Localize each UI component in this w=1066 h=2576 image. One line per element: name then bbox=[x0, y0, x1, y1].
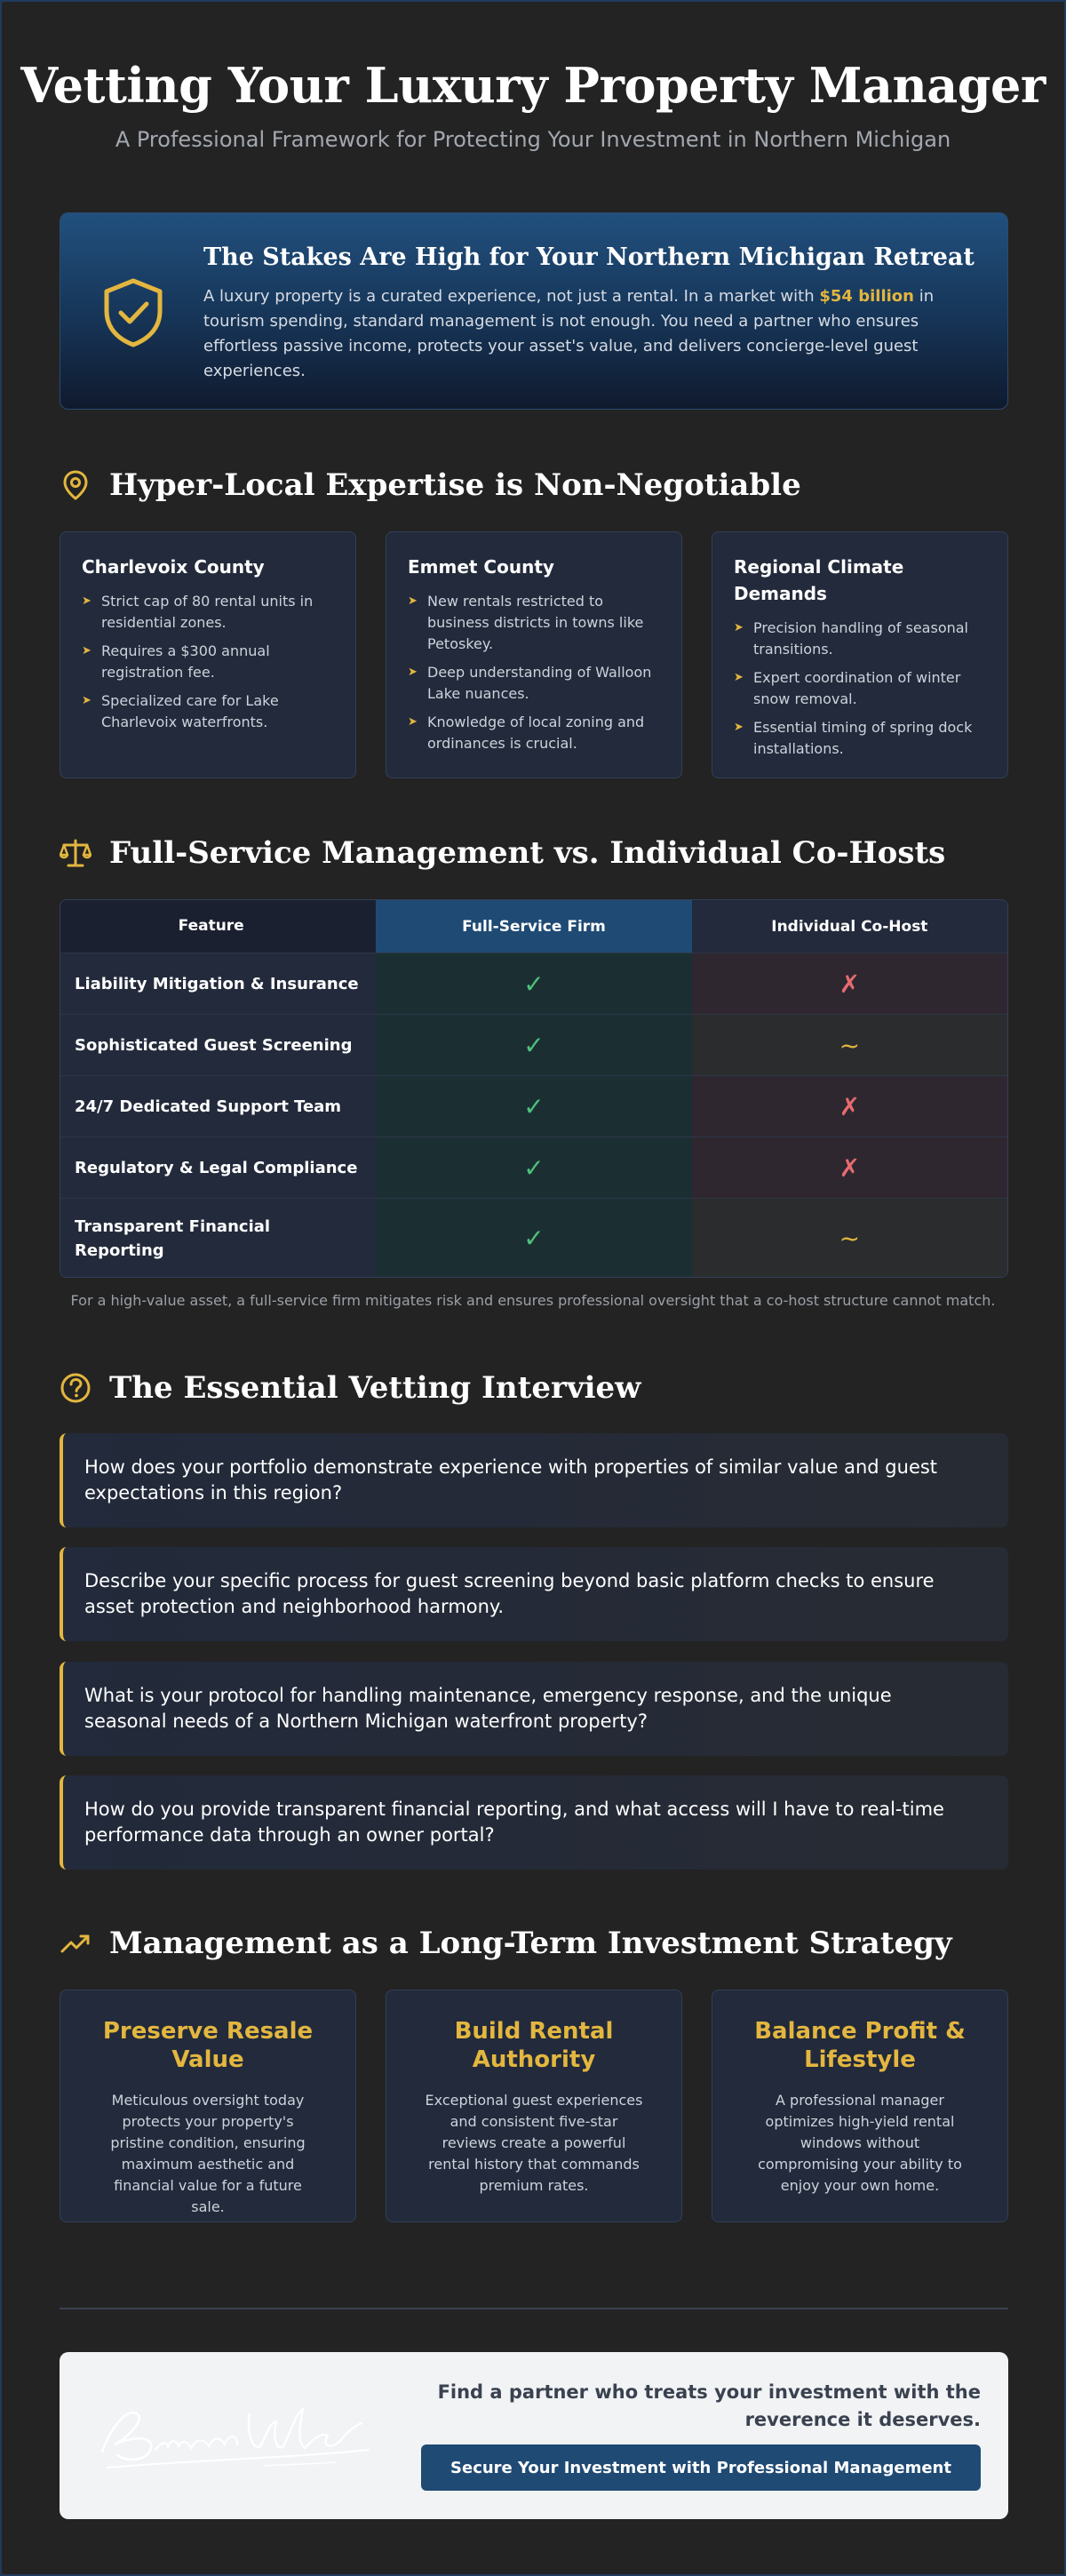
county-card-list bbox=[408, 591, 660, 754]
question-text: Describe your specific process for guest screening beyond basic platform checks to ensure asset protection and neighborhood harmony. bbox=[84, 1570, 935, 1617]
divider bbox=[60, 2308, 1008, 2309]
cross-icon: ✗ bbox=[692, 953, 1007, 1014]
table-header-row bbox=[60, 900, 1007, 953]
county-card-title: Charlevoix County bbox=[82, 556, 265, 578]
list-item bbox=[734, 618, 986, 660]
interview-heading bbox=[60, 1368, 640, 1408]
list-item-text: Requires a $300 annual registration fee. bbox=[101, 642, 270, 681]
scale-icon bbox=[60, 837, 91, 869]
table-row bbox=[60, 1199, 1007, 1278]
strategy-heading-text: Management as a Long-Term Investment Strategy bbox=[109, 1926, 952, 1961]
cross-icon: ✗ bbox=[692, 1076, 1007, 1136]
county-card-list bbox=[82, 591, 334, 733]
signature-image bbox=[86, 2388, 379, 2485]
feature-cell: Transparent Financial Reporting bbox=[60, 1199, 376, 1278]
list-item-text: Deep understanding of Walloon Lake nuances. bbox=[427, 664, 652, 702]
check-icon: ✓ bbox=[376, 1137, 691, 1198]
expertise-heading-text: Hyper-Local Expertise is Non-Negotiable bbox=[109, 467, 801, 503]
question-card bbox=[60, 1547, 1008, 1641]
table-row bbox=[60, 953, 1007, 1015]
strategy-card bbox=[386, 1990, 682, 2222]
question-text: How do you provide transparent financial reporting, and what access will I have to real-time performance data through an owner portal? bbox=[84, 1798, 944, 1846]
check-icon: ✓ bbox=[376, 953, 691, 1014]
column-header-feature: Feature bbox=[60, 900, 376, 953]
list-item bbox=[408, 662, 660, 705]
column-header-cohost: Individual Co-Host bbox=[692, 900, 1007, 953]
arrow-right-icon: ➤ bbox=[734, 671, 744, 684]
comparison-heading bbox=[60, 833, 945, 873]
partial-icon: ~ bbox=[692, 1199, 1007, 1278]
strategy-heading bbox=[60, 1924, 952, 1963]
list-item bbox=[82, 690, 334, 733]
page-title: Vetting Your Luxury Property Manager bbox=[20, 57, 1046, 114]
county-card bbox=[712, 531, 1008, 778]
expertise-heading bbox=[60, 466, 801, 505]
stakes-highlight: $54 billion bbox=[819, 287, 914, 306]
shield-check-icon bbox=[96, 275, 171, 350]
county-card-list bbox=[734, 618, 986, 760]
list-item-text: Precision handling of seasonal transitions. bbox=[753, 619, 968, 658]
list-item bbox=[408, 591, 660, 655]
comparison-heading-text: Full-Service Management vs. Individual Co-Hosts bbox=[109, 835, 946, 871]
strategy-card-text: Exceptional guest experiences and consistent five-star reviews create a powerful rental history that commands premium rates. bbox=[425, 2092, 643, 2194]
county-card-title: Emmet County bbox=[408, 556, 554, 578]
question-card bbox=[60, 1775, 1008, 1870]
county-card bbox=[60, 531, 356, 778]
partial-icon: ~ bbox=[692, 1015, 1007, 1075]
feature-cell: 24/7 Dedicated Support Team bbox=[60, 1076, 376, 1136]
strategy-card-title: Build Rental Authority bbox=[454, 2018, 614, 2073]
stakes-text bbox=[203, 284, 967, 384]
arrow-right-icon: ➤ bbox=[82, 594, 91, 608]
arrow-right-icon: ➤ bbox=[82, 694, 91, 707]
list-item-text: Essential timing of spring dock installations. bbox=[753, 719, 973, 757]
map-pin-icon bbox=[60, 469, 91, 501]
list-item-text: Strict cap of 80 rental units in residential zones. bbox=[101, 593, 314, 631]
list-item-text: New rentals restricted to business districts in towns like Petoskey. bbox=[427, 593, 644, 652]
county-card bbox=[386, 531, 682, 778]
feature-cell: Liability Mitigation & Insurance bbox=[60, 953, 376, 1014]
comparison-table bbox=[60, 899, 1008, 1278]
strategy-card-title: Preserve Resale Value bbox=[102, 2018, 314, 2073]
strategy-card bbox=[712, 1990, 1008, 2222]
question-card bbox=[60, 1433, 1008, 1527]
trending-up-icon bbox=[60, 1927, 91, 1959]
arrow-right-icon: ➤ bbox=[734, 621, 744, 634]
list-item bbox=[734, 667, 986, 710]
column-header-firm: Full-Service Firm bbox=[376, 900, 691, 953]
question-card bbox=[60, 1662, 1008, 1756]
stakes-text-after: in tourism spending, standard management is not enough. You need a partner who ensures effortless passive income, protects your asset's value, and delivers concierge-level guest experiences. bbox=[203, 287, 935, 380]
question-text: What is your protocol for handling maintenance, emergency response, and the unique seasonal needs of a Northern Michigan waterfront property? bbox=[84, 1685, 892, 1732]
table-note: For a high-value asset, a full-service firm mitigates risk and ensures professional oversight that a co-host structure cannot match. bbox=[70, 1292, 996, 1309]
feature-cell: Sophisticated Guest Screening bbox=[60, 1015, 376, 1075]
cta-message: Find a partner who treats your investment with the reverence it deserves. bbox=[437, 2381, 981, 2430]
strategy-card-text: Meticulous oversight today protects your property's pristine condition, ensuring maximum aesthetic and financial value for a future sale. bbox=[110, 2092, 306, 2215]
list-item bbox=[82, 591, 334, 634]
interview-heading-text: The Essential Vetting Interview bbox=[109, 1370, 641, 1406]
list-item-text: Knowledge of local zoning and ordinances is crucial. bbox=[427, 714, 645, 752]
arrow-right-icon: ➤ bbox=[408, 594, 418, 608]
check-icon: ✓ bbox=[376, 1015, 691, 1075]
secure-investment-button[interactable]: Secure Your Investment with Professional Management bbox=[421, 2444, 981, 2491]
arrow-right-icon: ➤ bbox=[408, 715, 418, 729]
county-card-title: Regional Climate Demands bbox=[734, 556, 904, 604]
table-row bbox=[60, 1076, 1007, 1137]
arrow-right-icon: ➤ bbox=[82, 644, 91, 658]
list-item bbox=[82, 641, 334, 683]
arrow-right-icon: ➤ bbox=[734, 721, 744, 734]
stakes-text-before: A luxury property is a curated experience, not just a rental. In a market with bbox=[203, 287, 820, 306]
table-row bbox=[60, 1015, 1007, 1076]
check-icon: ✓ bbox=[376, 1076, 691, 1136]
list-item bbox=[734, 717, 986, 760]
cross-icon: ✗ bbox=[692, 1137, 1007, 1198]
list-item-text: Specialized care for Lake Charlevoix waterfronts. bbox=[101, 692, 279, 730]
check-icon: ✓ bbox=[376, 1199, 691, 1278]
question-circle-icon bbox=[60, 1372, 91, 1404]
stakes-banner bbox=[60, 212, 1008, 410]
list-item bbox=[408, 712, 660, 754]
strategy-card bbox=[60, 1990, 356, 2222]
list-item-text: Expert coordination of winter snow removal. bbox=[753, 669, 961, 707]
table-row bbox=[60, 1137, 1007, 1199]
cta-panel bbox=[60, 2352, 1008, 2519]
stakes-title: The Stakes Are High for Your Northern Michigan Retreat bbox=[203, 243, 975, 271]
arrow-right-icon: ➤ bbox=[408, 666, 418, 679]
strategy-card-text: A professional manager optimizes high-yield rental windows without compromising your ability to enjoy your own home. bbox=[758, 2092, 962, 2194]
strategy-card-title: Balance Profit & Lifestyle bbox=[754, 2018, 966, 2073]
question-text: How does your portfolio demonstrate experience with properties of similar value and guest expectations in this region? bbox=[84, 1456, 938, 1503]
feature-cell: Regulatory & Legal Compliance bbox=[60, 1137, 376, 1198]
page-subtitle: A Professional Framework for Protecting Your Investment in Northern Michigan bbox=[115, 127, 951, 152]
